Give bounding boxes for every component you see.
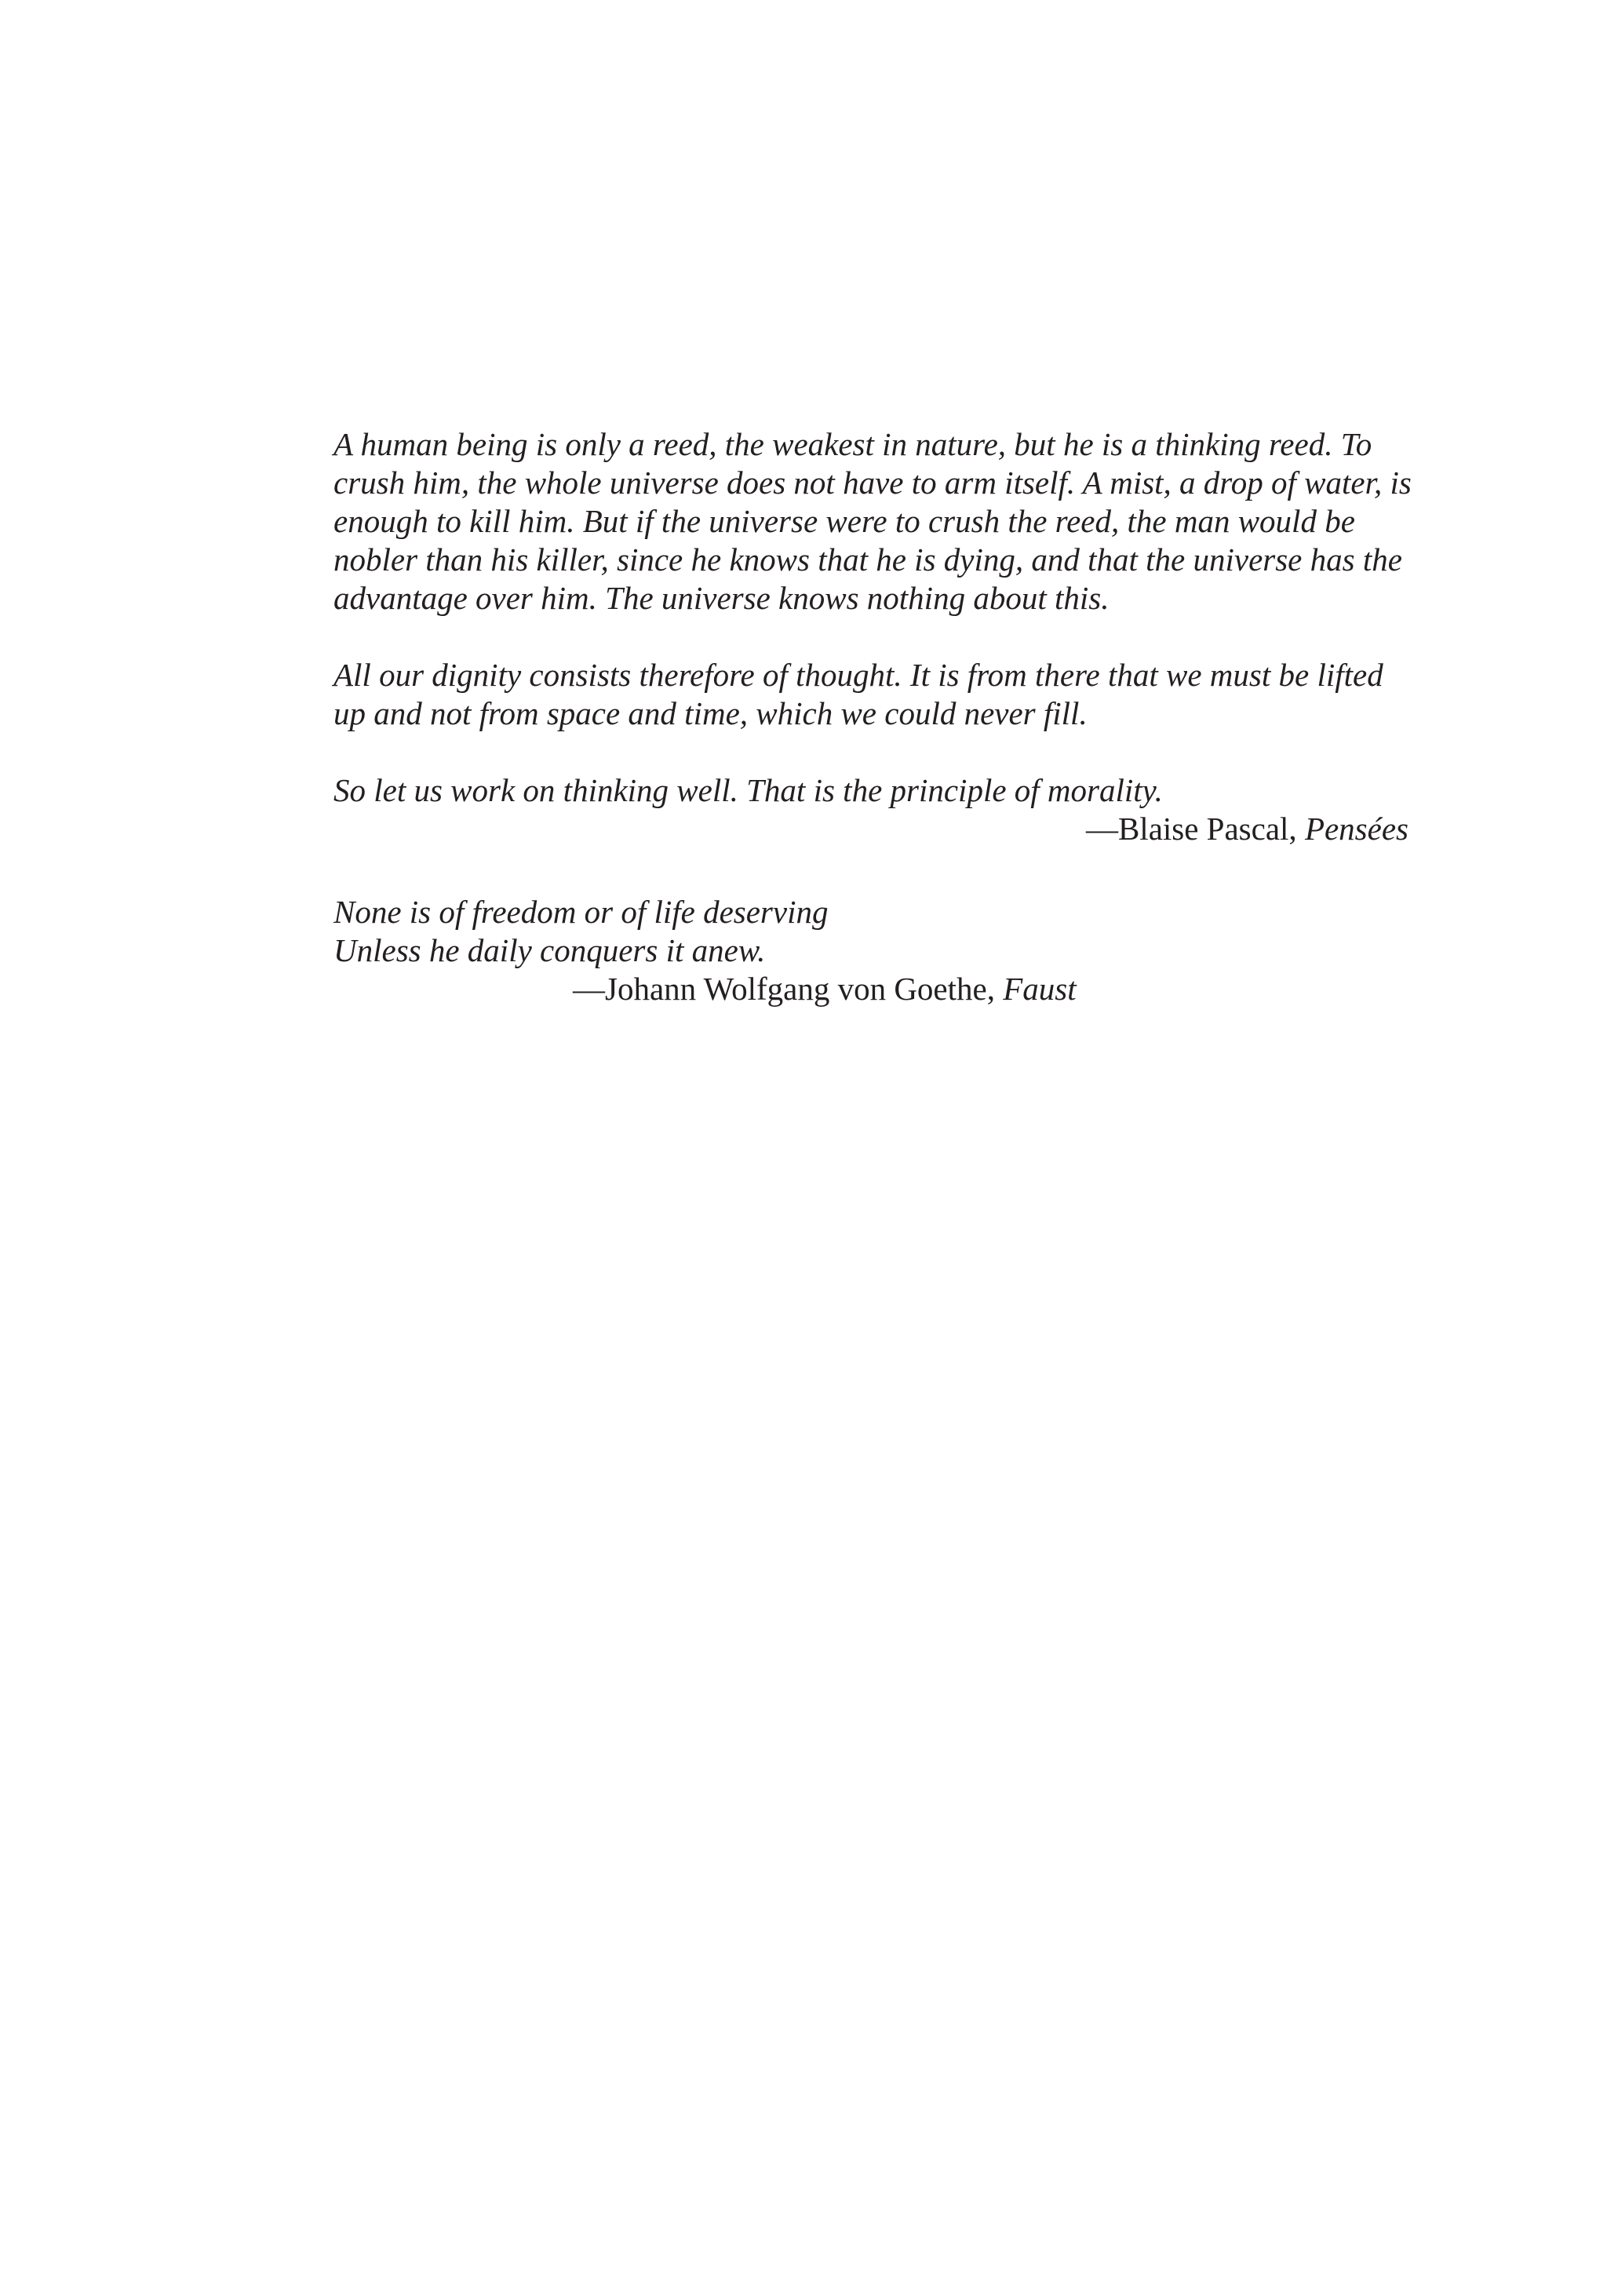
quote-line: A human being is only a reed, the weakest in nature, but he is a thinking reed. To xyxy=(333,426,1372,462)
pascal-paragraph-3 xyxy=(333,771,1408,810)
quote-line: All our dignity consists therefore of thought. It is from there that we must be lifted xyxy=(333,657,1383,693)
pascal-paragraph-2 xyxy=(333,656,1408,733)
attribution-work-title: Faust xyxy=(1003,971,1077,1007)
quote-line: advantage over him. The universe knows nothing about this. xyxy=(333,580,1110,616)
pascal-paragraph-1 xyxy=(333,425,1412,618)
quote-line: crush him, the whole universe does not have to arm itself. A mist, a drop of water, is xyxy=(333,465,1412,501)
pascal-epigraph xyxy=(333,425,1412,848)
attribution-work-title: Pensées xyxy=(1304,811,1408,847)
quote-line: So let us work on thinking well. That is the principle of morality. xyxy=(333,772,1163,808)
paragraph-gap xyxy=(333,733,1408,771)
quote-line: enough to kill him. But if the universe were to crush the reed, the man would be xyxy=(333,503,1355,539)
verse-line: Unless he daily conquers it anew. xyxy=(333,932,766,968)
pascal-attribution xyxy=(333,810,1408,848)
paragraph-gap xyxy=(333,618,1408,656)
goethe-epigraph xyxy=(333,893,1408,1008)
attribution-author: —Johann Wolfgang von Goethe, xyxy=(573,971,1004,1007)
verse-line: None is of freedom or of life deserving xyxy=(333,894,829,930)
quote-line: nobler than his killer, since he knows that he is dying, and that the universe has the xyxy=(333,541,1402,578)
goethe-attribution xyxy=(333,970,1408,1008)
attribution-author: —Blaise Pascal, xyxy=(1085,811,1305,847)
quote-line: up and not from space and time, which we could never fill. xyxy=(333,695,1088,731)
